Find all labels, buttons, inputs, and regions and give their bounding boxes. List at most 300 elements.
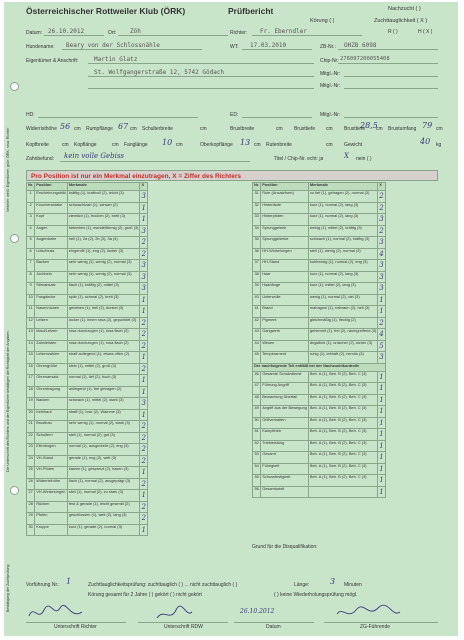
hundename-value[interactable]: Beary von der Schlossnähle	[66, 42, 160, 49]
section-note: Der nachfolgende Teil entfällt bei der Nachzuchtkontrolle	[253, 363, 386, 371]
table-row	[27, 409, 148, 421]
table-row	[27, 202, 148, 214]
row-options: kuhhessig (1), normal (2), eng (3)	[308, 260, 377, 272]
hundename-label: Hundename:	[26, 44, 55, 50]
row-position: Triebleistung	[261, 440, 309, 452]
row-number: 19	[27, 398, 35, 410]
titel-value[interactable]: X	[344, 152, 349, 160]
table-row	[27, 294, 148, 306]
ed-label: ED:	[230, 112, 239, 118]
row-options: gerieben (1), hell (2), dunkel (3)	[67, 306, 140, 318]
row-position: Stirnabsatz	[35, 283, 68, 295]
row-number: 47	[253, 383, 261, 395]
row-score[interactable]: 2	[141, 364, 146, 373]
row-options: rosa durchzogen (1), rosa flach (2)	[67, 329, 140, 341]
row-position: Kampftrieb	[261, 429, 309, 441]
eigentuemer-value[interactable]: Martin Glatz	[94, 56, 138, 63]
cm-unit: cm	[112, 142, 119, 148]
table-row	[253, 406, 386, 418]
nachzucht-option[interactable]: Nachzucht ( )	[388, 6, 421, 12]
row-position: Gesamte Schutzdienst	[261, 371, 309, 383]
table-row	[27, 363, 148, 375]
row-number: 52	[253, 440, 261, 452]
row-number: 11	[27, 306, 35, 318]
richter-label: Richter:	[230, 30, 248, 36]
row-position: HH-Winkelungen	[261, 248, 309, 260]
row-options: wenig (1), mittel (2), kräftig (3)	[308, 225, 377, 237]
row-number: 54	[253, 463, 261, 475]
row-score[interactable]: 3	[379, 261, 384, 269]
row-number: 21	[27, 421, 35, 433]
row-score[interactable]: 3	[141, 272, 146, 281]
table-row	[27, 317, 148, 329]
gewicht-label: Gewicht	[344, 142, 363, 148]
row-options: rosa durchzogen (1), rosa flach (2)	[67, 340, 140, 352]
row-score[interactable]: 3	[379, 215, 384, 223]
row-number: 36	[253, 248, 261, 260]
row-options: straff anliegend (1), etwas offen (2)	[67, 352, 140, 364]
zb-label: ZB-Nr.:	[320, 44, 336, 50]
row-score[interactable]: 1	[379, 453, 384, 461]
col-merkmale: Merkmale	[67, 183, 140, 191]
table-row	[27, 340, 148, 352]
row-options: Beh. A (1), Beh. B (2), Beh. C (3)	[308, 440, 377, 452]
row-position: Backen	[35, 260, 68, 272]
table-row	[253, 486, 386, 498]
kopflaenge-label: Kopflänge	[74, 142, 97, 148]
row-options: Beh. A (1), Beh. B (2), Beh. C (3)	[308, 475, 377, 487]
row-number: 43	[253, 329, 261, 341]
table-row	[253, 440, 386, 452]
row-number: 5	[27, 237, 35, 249]
gewicht-value[interactable]: 40	[420, 137, 431, 146]
table-row	[27, 306, 148, 318]
row-score[interactable]: 2	[141, 341, 146, 350]
table-row	[253, 317, 386, 329]
brusttiefe-label: Brusttiefe	[294, 126, 316, 132]
row-position: Schultern	[35, 432, 68, 444]
row-position: Pfoten	[35, 513, 68, 525]
row-score[interactable]: 2	[141, 479, 146, 488]
col-position: Position	[261, 183, 309, 191]
table-row	[27, 237, 148, 249]
row-score[interactable]: 2	[141, 249, 146, 258]
mitgl-label-3: Mitgl.-Nr:	[320, 112, 341, 118]
mitgl-label: Mitgl.-Nr:	[320, 71, 341, 77]
vorfuehrung-value[interactable]: 1	[66, 577, 72, 586]
row-number: 3	[27, 214, 35, 226]
row-position: Ohrentragung	[35, 386, 68, 398]
row-options: kurz (1), gerade (2), normal (3)	[67, 524, 140, 536]
row-score[interactable]: 5	[379, 341, 384, 350]
wt-label: WT:	[230, 44, 239, 50]
row-number: 55	[253, 475, 261, 487]
cm-unit: cm	[176, 142, 183, 148]
row-options	[308, 486, 377, 498]
table-row	[27, 248, 148, 260]
row-score[interactable]: 2	[141, 330, 146, 338]
row-score[interactable]: 2	[379, 203, 384, 212]
zg-signature	[334, 602, 404, 624]
doc-type: Prüfbericht	[228, 6, 274, 16]
row-score[interactable]: 1	[141, 525, 146, 534]
col-nr: Nr.	[253, 183, 261, 191]
row-options: kurz (1), normal (2), lang (3)	[308, 202, 377, 214]
row-score[interactable]: 1	[379, 407, 384, 415]
table-row	[27, 283, 148, 295]
table-row	[27, 398, 148, 410]
widerrist-label: Widerristhöhe	[26, 126, 57, 132]
row-options: locker (1), innen rosa (2), gepunktet (3)	[67, 317, 140, 329]
table-row	[253, 394, 386, 406]
row-options: sehr wenig (1), wenig (2), normal (3)	[67, 271, 140, 283]
row-options: normal (1), ausgedreht (2), eng (3)	[67, 444, 140, 456]
sig3-label: ZG-Führende	[360, 624, 391, 630]
row-position: Ohrenansatz	[35, 375, 68, 387]
row-options: spitz (1), schmal (2), breit (3)	[67, 294, 140, 306]
row-number: 50	[253, 417, 261, 429]
rdw-signature	[154, 604, 194, 624]
table-row	[27, 432, 148, 444]
row-number: 20	[27, 409, 35, 421]
row-score[interactable]: 1	[379, 384, 384, 392]
table-row	[27, 386, 148, 398]
row-number: 23	[27, 444, 35, 456]
row-options: zu tief (1), getragen (2), normal (3)	[308, 191, 377, 203]
row-position: Hinterpfoten	[261, 214, 309, 226]
row-number: 46	[253, 371, 261, 383]
row-position: Erscheinungsbild	[35, 191, 68, 203]
laenge-value[interactable]: 3	[330, 577, 336, 586]
row-number: 30	[27, 524, 35, 536]
row-options: steil (1), normal (2), gut (3)	[67, 432, 140, 444]
row-number: 10	[27, 294, 35, 306]
koerung-option[interactable]: Körung ( )	[310, 18, 335, 24]
row-score[interactable]: 1	[379, 464, 384, 473]
row-number: 41	[253, 306, 261, 318]
row-options: sehr wenig (1), wenig (2), normal (3)	[67, 260, 140, 272]
row-position: Nasenrücken	[35, 306, 68, 318]
brustumfang-value[interactable]: 79	[422, 121, 433, 130]
row-number: 42	[253, 317, 261, 329]
row-score[interactable]: 3	[379, 238, 384, 246]
datum-value[interactable]: 26.10.2012	[48, 28, 85, 35]
table-row	[27, 329, 148, 341]
row-position: Pigment	[261, 317, 309, 329]
table-row	[27, 421, 148, 433]
row-score[interactable]: 1	[141, 387, 146, 396]
row-score[interactable]: 3	[141, 226, 146, 235]
table-row	[27, 513, 148, 525]
row-number: 16	[27, 363, 35, 375]
zahnbefund-value[interactable]: kein volle Gebiss	[64, 152, 125, 160]
rumpf-value[interactable]: 67	[118, 122, 129, 131]
row-position: VH-Stand	[35, 455, 68, 467]
club-title: Österreichischer Rottweiler Klub (ÖRK)	[26, 6, 186, 16]
row-position: Sprunggelenk	[261, 225, 309, 237]
punch-hole	[10, 234, 19, 243]
row-position: Kehlhaut	[35, 409, 68, 421]
row-options: steil (1), wenig (2), normal (3)	[308, 248, 377, 260]
row-options: sehr wenig (1), normal (2), stark (3)	[67, 421, 140, 433]
row-score[interactable]: 2	[141, 433, 146, 442]
row-number: 34	[253, 225, 261, 237]
row-score[interactable]: 1	[141, 203, 146, 212]
row-score[interactable]: 3	[141, 399, 146, 407]
cm-unit: cm	[326, 126, 333, 132]
sig2-label: Unterschrift RDW	[164, 624, 203, 630]
row-score[interactable]: 3	[379, 353, 384, 361]
row-position: Widerristhöhe	[35, 478, 68, 490]
row-position: Gesamt	[261, 452, 309, 464]
row-number: 44	[253, 340, 261, 352]
zuchttauglichkeit-option[interactable]: Zuchttauglichkeit ( X )	[374, 18, 428, 24]
row-score[interactable]: 3	[379, 272, 384, 281]
row-number: 12	[27, 317, 35, 329]
row-position: Unterwolle	[261, 294, 309, 306]
row-score[interactable]: 2	[141, 318, 146, 327]
row-position: Ellenbogen	[35, 444, 68, 456]
row-options: Beh. A (1), Beh. B (2), Beh. C (3)	[308, 429, 377, 441]
cm-unit: cm	[130, 126, 137, 132]
row-score[interactable]: 3	[141, 192, 146, 200]
row-options: eingerollt (1), eng (2), locker (3)	[67, 248, 140, 260]
table-row	[253, 463, 386, 475]
row-number: 26	[27, 478, 35, 490]
row-position: Hinterläufe	[261, 202, 309, 214]
row-position: Augenfarbe	[35, 237, 68, 249]
row-position: Rücken	[35, 501, 68, 513]
row-position: Griffverhalten	[261, 417, 309, 429]
brusttiefe-value[interactable]: 28,5	[360, 121, 378, 130]
row-score[interactable]: 4	[379, 249, 384, 258]
row-score[interactable]: 3	[141, 284, 146, 292]
row-score[interactable]: 1	[379, 430, 384, 438]
row-score[interactable]: 2	[379, 318, 384, 327]
table-row	[253, 417, 386, 429]
kg-unit: kg	[436, 142, 442, 148]
row-number: 33	[253, 214, 261, 226]
row-options: Beh. A (1), Beh. B (2), Beh. C (3)	[308, 417, 377, 429]
row-number: 13	[27, 329, 35, 341]
table-row	[253, 191, 386, 203]
table-row	[253, 248, 386, 260]
row-position: Bewachung Überfall	[261, 394, 309, 406]
cm-unit: cm	[376, 126, 383, 132]
row-options: mahagoni (1), rotbraun (2), hell (3)	[308, 306, 377, 318]
richter-signature	[26, 602, 86, 624]
row-score[interactable]: 1	[141, 410, 146, 419]
cm-unit: cm	[276, 126, 283, 132]
row-position: Rute (Ansatzform)	[261, 191, 309, 203]
chip-label: Chip-Nr:	[320, 58, 339, 64]
row-position: Führigkeit	[261, 463, 309, 475]
row-options: kurz (1), normal (2), lang (3)	[308, 214, 377, 226]
row-score[interactable]: 3	[141, 261, 146, 269]
grund-label: Grund für die Disqualifikation:	[252, 544, 318, 550]
row-score[interactable]: 1	[379, 372, 384, 381]
row-score[interactable]: 1	[379, 487, 384, 496]
row-options: katzen (1), gespreizt (2), hasen (3)	[67, 467, 140, 479]
row-options: steil (1), normal (2), zu stark (3)	[67, 490, 140, 502]
row-score[interactable]: 1	[379, 441, 384, 450]
eigentuemer-label: Eigentümer & Anschrift:	[26, 58, 79, 64]
side-note: Die Unterschrift des Richters und der Eigentümer bestätigen die Richtigkeit der Angaben.	[6, 330, 10, 472]
chip-value[interactable]: 276097200055408	[340, 56, 390, 62]
row-number: 40	[253, 294, 261, 306]
row-number: 24	[27, 455, 35, 467]
cm-unit: cm	[254, 142, 261, 148]
table-row	[253, 452, 386, 464]
mitgl-label-2: Mitgl.-Nr:	[320, 83, 341, 89]
row-position: VH-Winkelungen	[35, 490, 68, 502]
row-position: Wesen	[261, 340, 309, 352]
row-number: 35	[253, 237, 261, 249]
col-x: X	[378, 183, 385, 191]
row-number: 14	[27, 340, 35, 352]
row-score[interactable]: 2	[379, 192, 384, 200]
table-row	[253, 429, 386, 441]
row-options: klein (1), mittel (2), groß (3)	[67, 363, 140, 375]
row-score[interactable]: 1	[379, 476, 384, 484]
table-row	[253, 237, 386, 249]
cm-unit: cm	[326, 142, 333, 148]
row-score[interactable]: 1	[141, 215, 146, 223]
ort-value[interactable]: Zöh	[130, 28, 141, 35]
row-score[interactable]: 1	[379, 295, 384, 304]
row-score[interactable]: 1	[141, 307, 146, 315]
titel-label: Titel / Chip-Nr. echt: ja	[274, 156, 324, 162]
row-score[interactable]: 2	[141, 456, 146, 465]
row-score[interactable]: 1	[141, 295, 146, 304]
row-score[interactable]: 2	[141, 422, 146, 430]
wt-value[interactable]: 17.03.2010	[250, 42, 287, 49]
row-score[interactable]: 1	[379, 418, 384, 427]
row-score[interactable]: 2	[141, 514, 146, 522]
row-options: kräftig (1), kraftvoll (2), leicht (3)	[67, 191, 140, 203]
row-position: Knochenstärke	[35, 202, 68, 214]
punch-hole	[10, 82, 19, 91]
row-position: Sprunggelenke	[261, 237, 309, 249]
row-number: 18	[27, 386, 35, 398]
table-row	[253, 363, 386, 371]
row-number: 56	[253, 486, 261, 498]
row-score[interactable]: 2	[141, 445, 146, 453]
row-number: 51	[253, 429, 261, 441]
row-number: 15	[27, 352, 35, 364]
cm-unit: cm	[62, 142, 69, 148]
widerrist-value[interactable]: 56	[60, 122, 71, 131]
row-options: betrieben (1), mandelförmig (2), groß (3)	[67, 225, 140, 237]
zuchttauglich-label: Zuchttauglichkeitsprüfung: zuchttauglich ( ) ... nicht zuchttauglich ( )	[88, 582, 238, 588]
row-position: Augen	[35, 225, 68, 237]
table-row	[253, 283, 386, 295]
col-merkmale: Merkmale	[308, 183, 377, 191]
side-note: Verteiler: weiß: Eigentümer, grün: ÖRK, rosa: Richter	[6, 127, 10, 212]
row-score[interactable]: 1	[141, 376, 146, 384]
row-score[interactable]: 1	[379, 395, 384, 404]
table-row	[27, 352, 148, 364]
table-row	[253, 340, 386, 352]
adresse-value[interactable]: St. Wolfgangerstraße 12, 5742 Gödach	[94, 69, 225, 76]
row-number: 9	[27, 283, 35, 295]
row-number: 31	[253, 191, 261, 203]
row-options: schwach/zart (1), schwer (2)	[67, 202, 140, 214]
col-position: Position	[35, 183, 68, 191]
row-score[interactable]: 1	[141, 468, 146, 476]
row-position: Temperament	[261, 352, 309, 364]
table-row	[253, 260, 386, 272]
table-row	[27, 467, 148, 479]
evaluation-table-left	[26, 182, 148, 536]
row-position: Lefzen	[35, 317, 68, 329]
row-score[interactable]: 2	[379, 226, 384, 235]
table-row	[253, 271, 386, 283]
table-row	[253, 329, 386, 341]
datum-footer-label: Datum	[266, 624, 281, 630]
row-position: Brand	[261, 306, 309, 318]
row-options: straff (1), lose (2), Wamme (3)	[67, 409, 140, 421]
row-position: Führung Angriff	[261, 383, 309, 395]
row-options: flach (1), normal (2), ausgeprägt (3)	[67, 478, 140, 490]
geschlecht-r[interactable]: R ( )	[388, 29, 398, 35]
row-number: 45	[253, 352, 261, 364]
table-row	[27, 455, 148, 467]
row-number: 53	[253, 452, 261, 464]
row-score[interactable]: 1	[141, 353, 146, 361]
row-score[interactable]: 2	[141, 238, 146, 246]
row-score[interactable]: 2	[141, 502, 146, 511]
row-score[interactable]: 4	[379, 330, 384, 338]
kopfbreite-label: Kopfbreite	[26, 142, 49, 148]
row-position: Haar	[261, 271, 309, 283]
row-score[interactable]: 3	[379, 284, 384, 292]
row-position: VH-Pfoten	[35, 467, 68, 479]
brustbreite-label: Brustbreite	[230, 126, 255, 132]
zb-value[interactable]: ÖHZB 6098	[344, 42, 377, 49]
table-row	[27, 375, 148, 387]
titel-nein[interactable]: nein ( )	[356, 156, 372, 162]
rutenbreite-label: Rutenbreite	[266, 142, 292, 148]
row-position: Kopf	[35, 214, 68, 226]
row-position: Ohrengröße	[35, 363, 68, 375]
row-position: Gesamturteil	[261, 486, 309, 498]
row-number: 4	[27, 225, 35, 237]
row-options: Beh. A (1), Beh. B (2), Beh. C (3)	[308, 452, 377, 464]
col-nr: Nr.	[27, 183, 35, 191]
row-number: 1	[27, 191, 35, 203]
row-score[interactable]: 1	[141, 491, 146, 499]
vorfuehrung-label: Vorführung Nr.:	[26, 582, 60, 588]
table-row	[253, 475, 386, 487]
table-row	[27, 260, 148, 272]
fanglaenge-label: Fanglänge	[124, 142, 148, 148]
row-options: kurz (1), normal (2), lang (3)	[308, 271, 377, 283]
geschlecht-h[interactable]: H ( X )	[418, 29, 433, 35]
row-score[interactable]: 1	[379, 307, 384, 315]
oberkopf-value[interactable]: 13	[240, 138, 251, 147]
row-position: Gangwerk	[261, 329, 309, 341]
row-options: ängstlich (1), unsicher (2), sicher (3)	[308, 340, 377, 352]
row-number: 25	[27, 467, 35, 479]
row-position: Fangdecke	[35, 294, 68, 306]
richter-value[interactable]: Fr. Eberndler	[260, 28, 307, 35]
koerung-gesamt-label: Körung gesamt für 2 Jahre ( ) gekört ( ) nicht gekört	[88, 592, 202, 598]
brusttiefe-label-2: Brusttiefe	[344, 126, 366, 132]
table-row	[27, 490, 148, 502]
footer-datum-value[interactable]: 26.10.2012	[240, 608, 275, 615]
fanglaenge-value[interactable]: 10	[162, 138, 173, 147]
